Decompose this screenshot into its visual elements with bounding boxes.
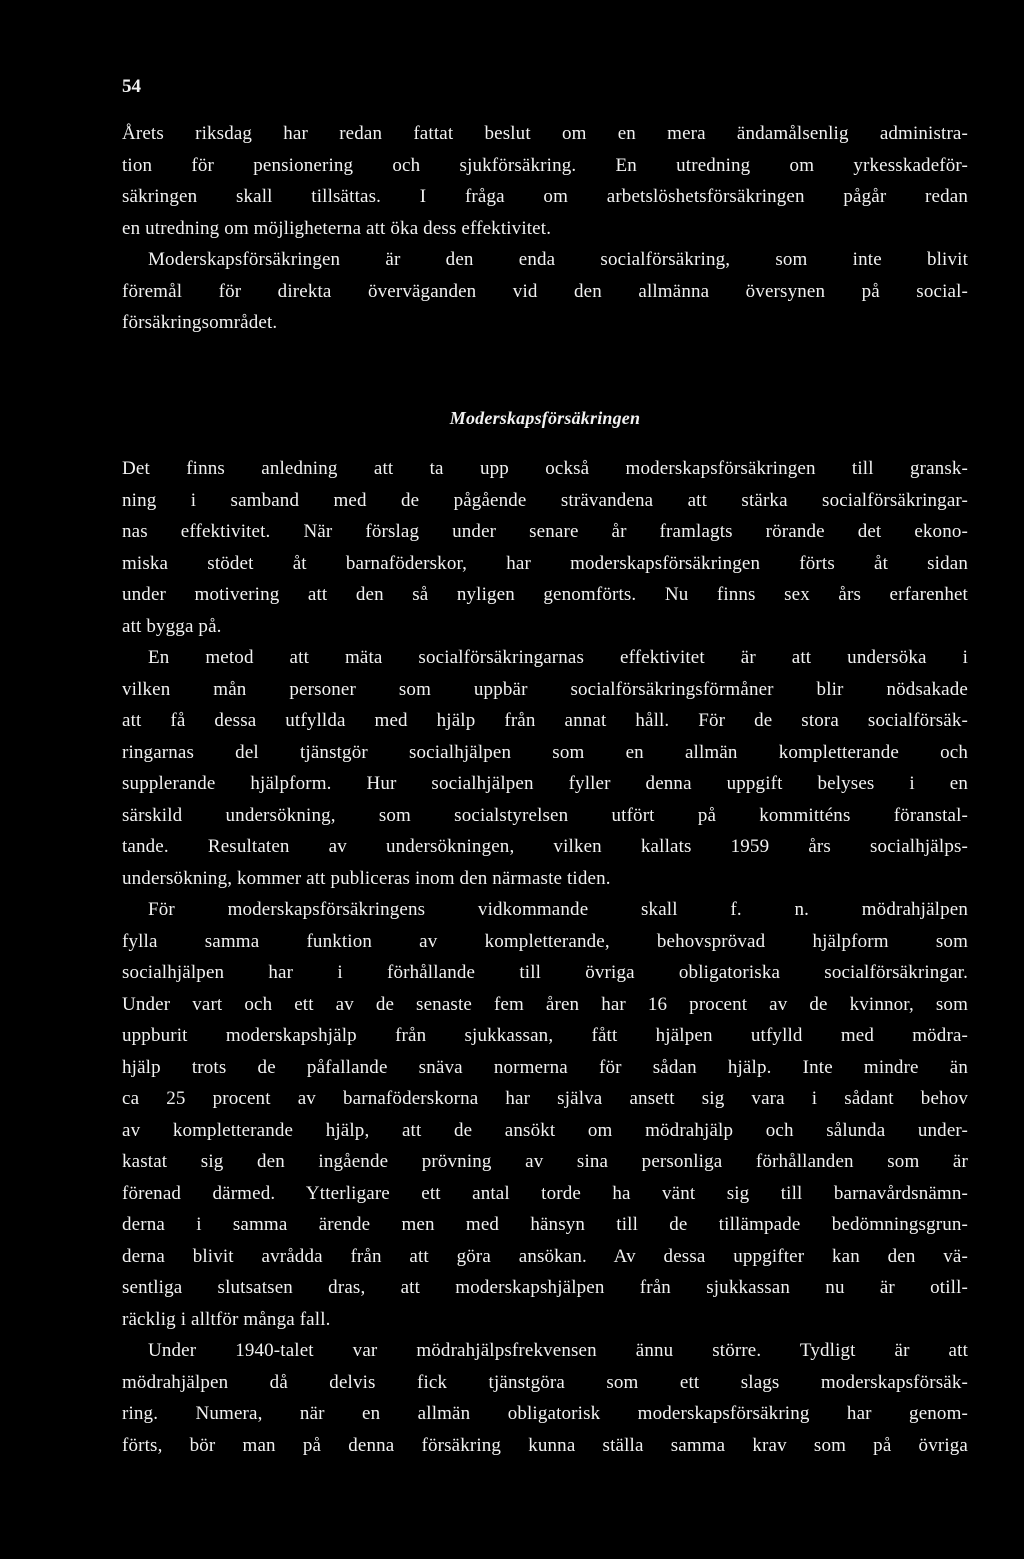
text-line: nas effektivitet. När förslag under senare år framlagts rörande det ekono- <box>122 521 968 542</box>
text-line: sentliga slutsatsen dras, att moderskapshjälpen från sjukkassan nu är otill- <box>122 1277 968 1298</box>
text-line: För moderskapsförsäkringens vidkommande skall f. n. mödrahjälpen <box>148 899 968 920</box>
section-body <box>122 453 968 1461</box>
text-line: att få dessa utfyllda med hjälp från annat håll. För de stora socialförsäk- <box>122 710 968 731</box>
text-line: Under 1940-talet var mödrahjälpsfrekvensen ännu större. Tydligt är att <box>148 1340 968 1361</box>
text-line: förts, bör man på denna försäkring kunna ställa samma krav som på övriga <box>122 1434 968 1456</box>
text-line: ringarnas del tjänstgör socialhjälpen som en allmän kompletterande och <box>122 741 968 763</box>
page-number: 54 <box>122 76 141 97</box>
text-line: Moderskapsförsäkringen är den enda socialförsäkring, som inte blivit <box>148 249 968 270</box>
text-line: tande. Resultaten av undersökningen, vilken kallats 1959 års socialhjälps- <box>122 836 968 857</box>
text-line: förenad därmed. Ytterligare ett antal torde ha vänt sig till barnavårdsnämn- <box>122 1182 968 1204</box>
text-line: fylla samma funktion av kompletterande, behovsprövad hjälpform som <box>122 930 968 952</box>
text-line: En metod att mäta socialförsäkringarnas effektivitet är att undersöka i <box>148 647 968 668</box>
text-line: särskild undersökning, som socialstyrelsen utfört på kommitténs föranstal- <box>122 804 968 826</box>
text-line: undersökning, kommer att publiceras inom den närmaste tiden. <box>122 867 611 889</box>
text-line: kastat sig den ingående prövning av sina personliga förhållanden som är <box>122 1151 968 1172</box>
text-line: att bygga på. <box>122 615 222 637</box>
text-line: försäkringsområdet. <box>122 312 278 333</box>
text-line: uppburit moderskapshjälp från sjukkassan, fått hjälpen utfylld med mödra- <box>122 1025 968 1046</box>
text-line: en utredning om möjligheterna att öka dess effektivitet. <box>122 217 552 239</box>
section-intro <box>122 118 968 339</box>
text-line: supplerande hjälpform. Hur socialhjälpen fyller denna uppgift belyses i en <box>122 773 968 794</box>
text-line: tion för pensionering och sjukförsäkring. En utredning om yrkesskadeför- <box>122 154 968 176</box>
text-line: mödrahjälpen då delvis fick tjänstgöra som ett slags moderskapsförsäk- <box>122 1371 968 1393</box>
text-line: Årets riksdag har redan fattat beslut om en mera ändamålsenlig administra- <box>122 123 968 144</box>
text-line: Under vart och ett av de senaste fem åren har 16 procent av de kvinnor, som <box>122 993 968 1015</box>
text-line: räcklig i alltför många fall. <box>122 1308 331 1330</box>
text-line: ning i samband med de pågående strävandena att stärka socialförsäkringar- <box>122 489 968 511</box>
text-line: ring. Numera, när en allmän obligatorisk moderskapsförsäkring har genom- <box>122 1403 968 1424</box>
text-line: derna blivit avrådda från att göra ansökan. Av dessa uppgifter kan den vä- <box>122 1245 968 1267</box>
text-line: föremål för direkta överväganden vid den allmänna översynen på social- <box>122 280 968 302</box>
text-line: säkringen skall tillsättas. I fråga om arbetslöshetsförsäkringen pågår redan <box>122 186 968 207</box>
text-line: derna i samma ärende men med hänsyn till de tillämpade bedömningsgrun- <box>122 1214 968 1235</box>
section-heading: Moderskapsförsäkringen <box>449 408 641 428</box>
text-line: Det finns anledning att ta upp också moderskapsförsäkringen till gransk- <box>122 458 968 479</box>
text-line: av kompletterande hjälp, att de ansökt om mödrahjälp och sålunda under- <box>122 1119 968 1141</box>
text-line: under motivering att den så nyligen genomförts. Nu finns sex års erfarenhet <box>122 584 968 605</box>
text-line: hjälp trots de påfallande snäva normerna för sådan hjälp. Inte mindre än <box>122 1056 968 1078</box>
text-line: vilken mån personer som uppbär socialförsäkringsförmåner blir nödsakade <box>122 678 968 700</box>
text-line: miska stödet åt barnaföderskor, har moderskapsförsäkringen förts åt sidan <box>122 552 968 574</box>
text-line: ca 25 procent av barnaföderskorna har själva ansett sig vara i sådant behov <box>122 1088 968 1109</box>
text-line: socialhjälpen har i förhållande till övriga obligatoriska socialförsäkringar. <box>122 962 968 983</box>
